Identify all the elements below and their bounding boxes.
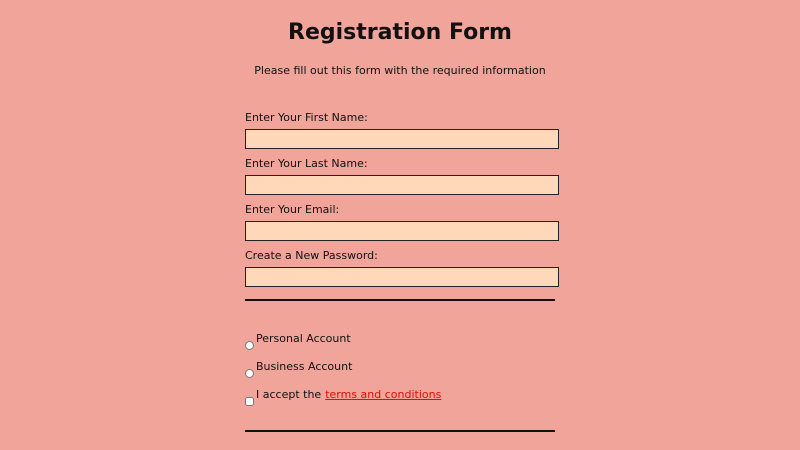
first-name-label: Enter Your First Name: bbox=[245, 111, 368, 124]
page-subtitle: Please fill out this form with the required information bbox=[254, 64, 546, 77]
business-account-option bbox=[245, 360, 352, 374]
registration-form bbox=[245, 111, 559, 295]
last-name-input[interactable] bbox=[245, 175, 559, 195]
last-name-label: Enter Your Last Name: bbox=[245, 157, 368, 170]
password-input[interactable] bbox=[245, 267, 559, 287]
terms-checkbox[interactable] bbox=[245, 397, 254, 406]
terms-link[interactable]: terms and conditions bbox=[325, 388, 442, 401]
terms-prefix-label: I accept the bbox=[256, 388, 322, 401]
terms-option bbox=[245, 388, 441, 402]
password-label: Create a New Password: bbox=[245, 249, 378, 262]
page-title: Registration Form bbox=[288, 20, 512, 45]
business-account-label: Business Account bbox=[256, 360, 353, 373]
divider-top bbox=[245, 299, 555, 301]
first-name-input[interactable] bbox=[245, 129, 559, 149]
personal-account-label: Personal Account bbox=[256, 332, 351, 345]
business-account-radio[interactable] bbox=[245, 369, 254, 378]
divider-bottom bbox=[245, 430, 555, 432]
personal-account-option bbox=[245, 332, 351, 346]
email-label: Enter Your Email: bbox=[245, 203, 340, 216]
email-input[interactable] bbox=[245, 221, 559, 241]
personal-account-radio[interactable] bbox=[245, 341, 254, 350]
